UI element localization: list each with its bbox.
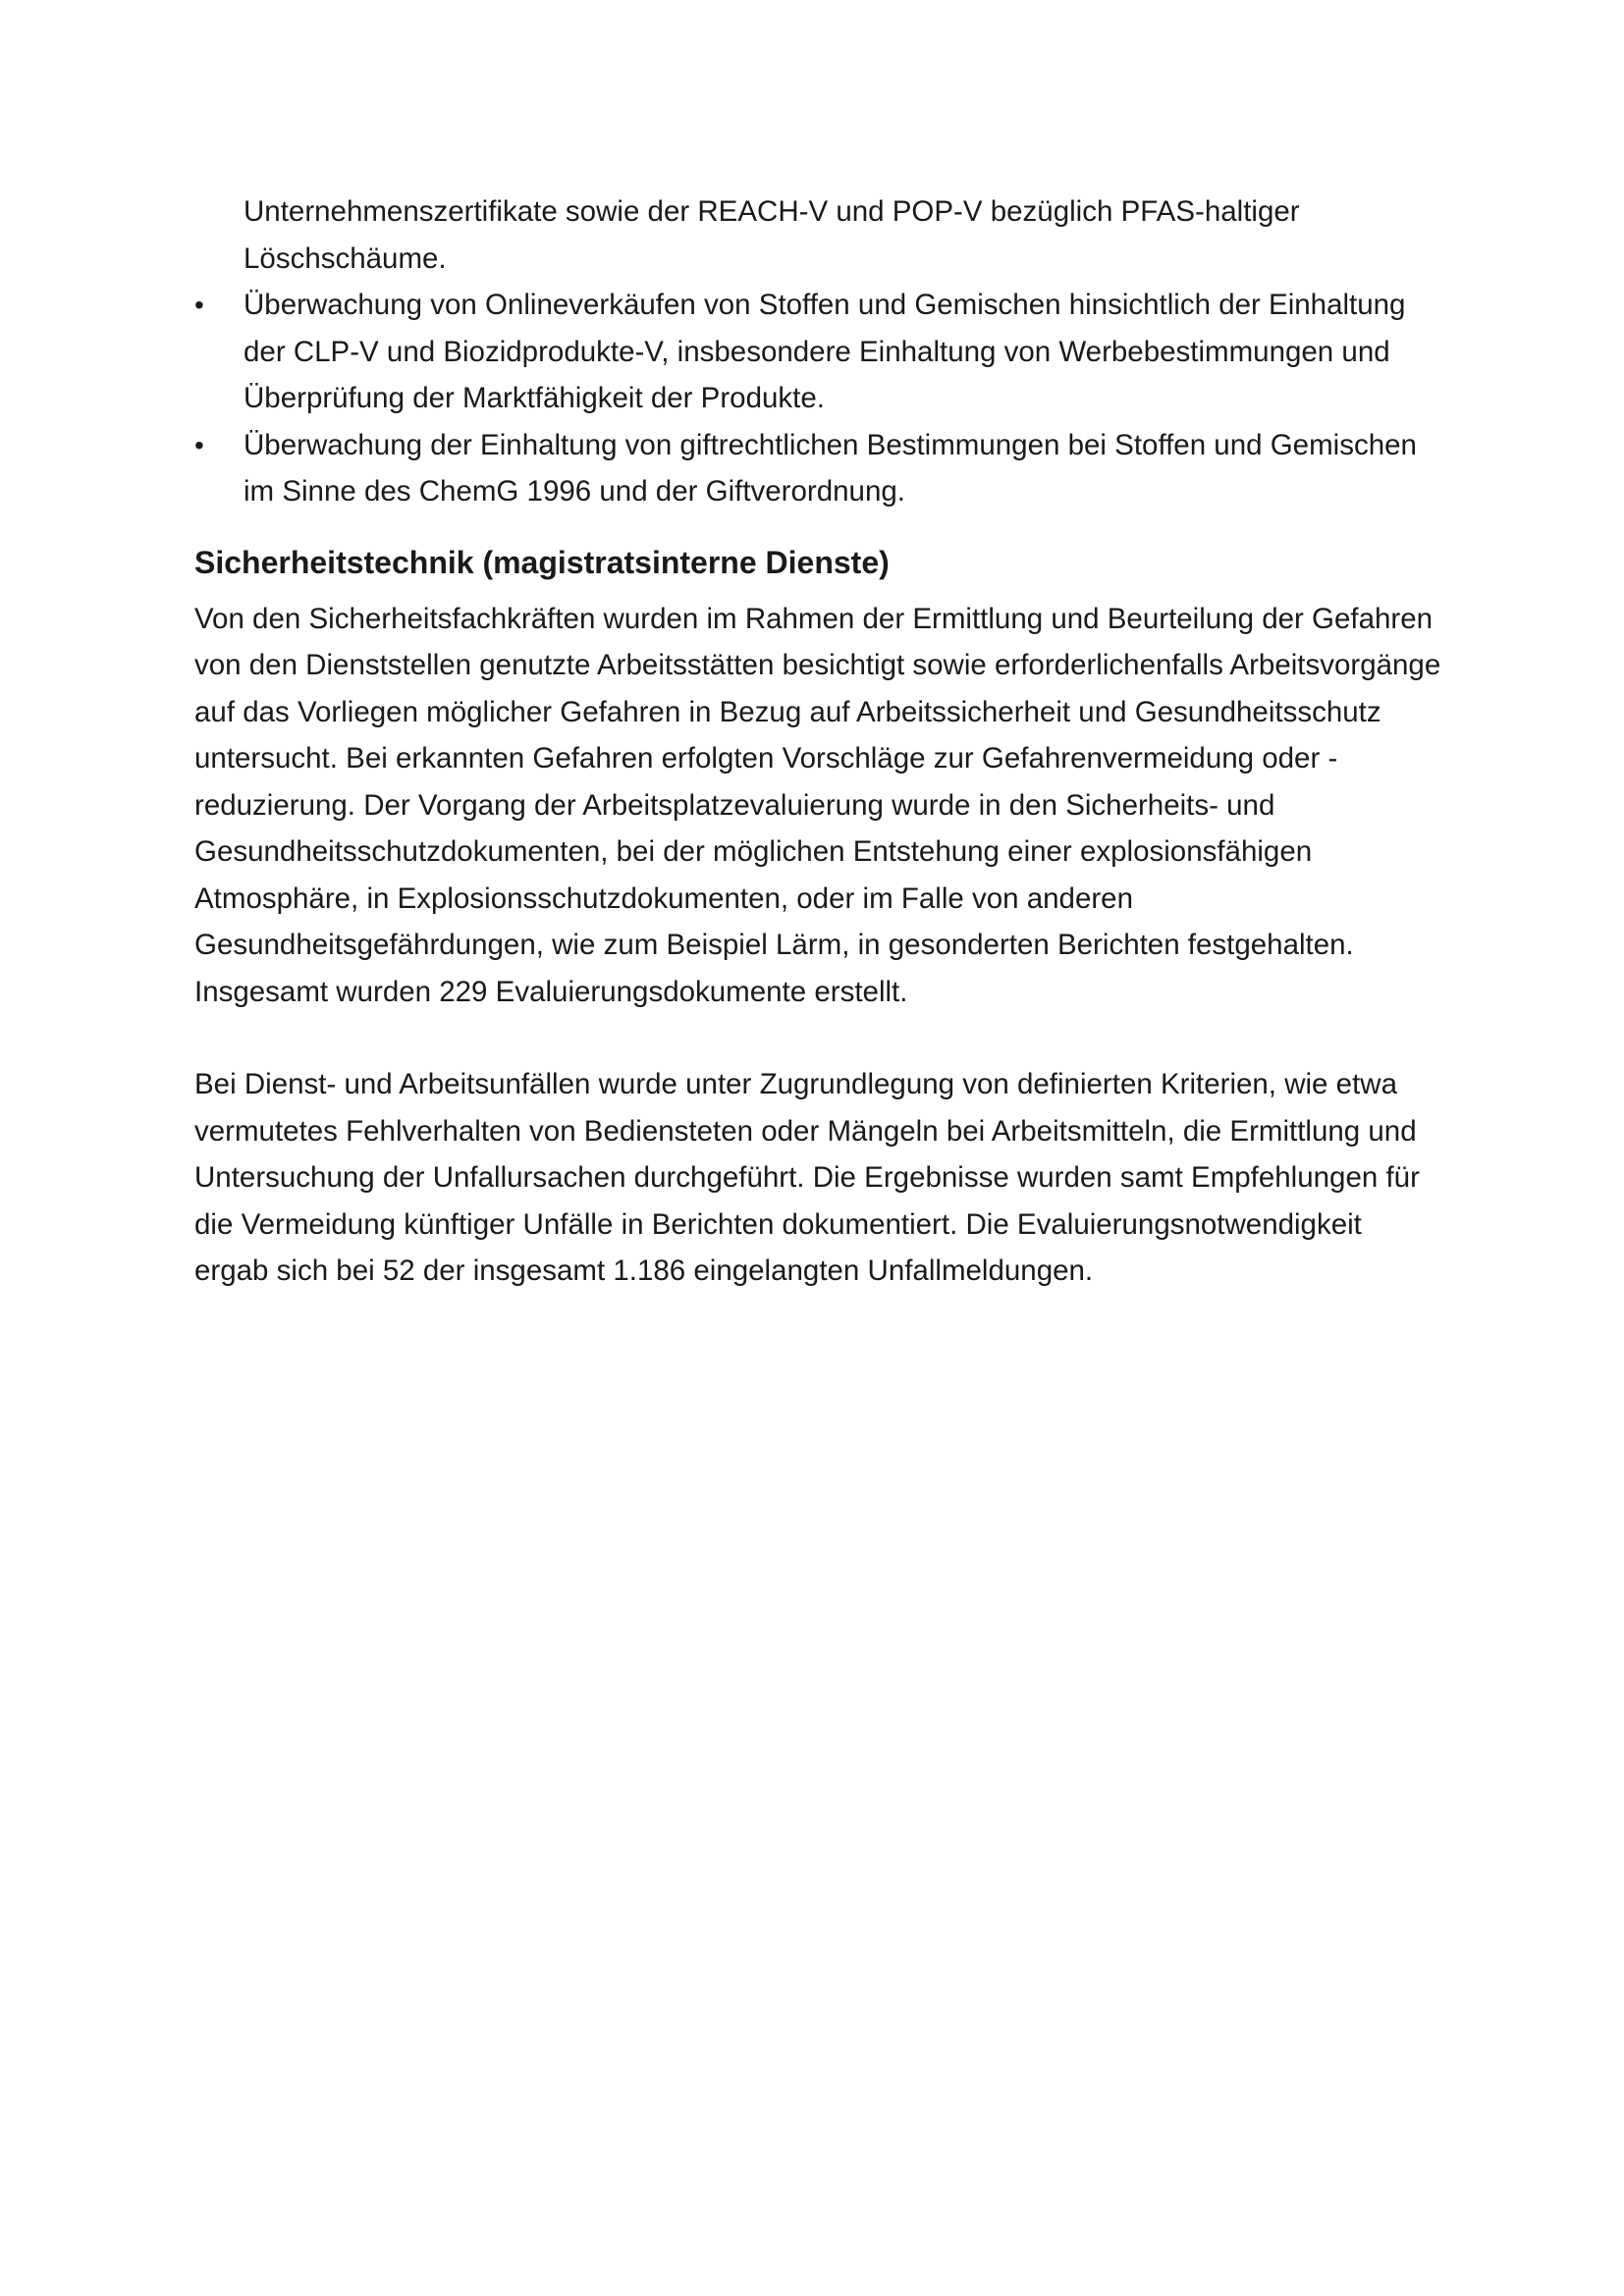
bullet-list	[194, 282, 1441, 515]
body-paragraph: Von den Sicherheitsfachkräften wurden im Rahmen der Ermittlung und Beurteilung der Gefahren von den Dienststellen genutzte Arbeitsstätten besichtigt sowie erforderlichenfalls Arbeitsvorgänge auf das Vorliegen möglicher Gefahren in Bezug auf Arbeitssicherheit und Gesundheitsschutz untersucht. Bei erkannten Gefahren erfolgten Vorschläge zur Gefahrenvermeidung oder -reduzierung. Der Vorgang der Arbeitsplatzevaluierung wurde in den Sicherheits- und Gesundheitsschutzdokumenten, bei der möglichen Entstehung einer explosionsfähigen Atmosphäre, in Explosionsschutzdokumenten, oder im Falle von anderen Gesundheitsgefährdungen, wie zum Beispiel Lärm, in gesonderten Berichten festgehalten. Insgesamt wurden 229 Evaluierungsdokumente erstellt.	[194, 602, 1441, 1008]
section-heading: Sicherheitstechnik (magistratsinterne Dienste)	[194, 544, 890, 580]
bullet-item	[194, 282, 1441, 422]
bullet-marker: •	[194, 429, 204, 460]
bullet-item-text: Überwachung von Onlineverkäufen von Stoffen und Gemischen hinsichtlich der Einhaltung der CLP-V und Biozidprodukte-V, insbesondere Einhaltung von Werbebestimmungen und Überprüfung der Marktfähigkeit der Produkte.	[244, 289, 1406, 414]
document-page	[194, 188, 1441, 1295]
list-continuation-text: Unternehmenszertifikate sowie der REACH-V und POP-V bezüglich PFAS-haltiger Löschschäume.	[244, 195, 1300, 275]
bullet-item-text: Überwachung der Einhaltung von giftrechtlichen Bestimmungen bei Stoffen und Gemischen im Sinne des ChemG 1996 und der Giftverordnung.	[244, 428, 1417, 507]
bullet-item	[194, 422, 1441, 515]
body-paragraph: Bei Dienst- und Arbeitsunfällen wurde unter Zugrundlegung von definierten Kriterien, wie etwa vermutetes Fehlverhalten von Bediensteten oder Mängeln bei Arbeitsmitteln, die Ermittlung und Untersuchung der Unfallursachen durchgeführt. Die Ergebnisse wurden samt Empfehlungen für die Vermeidung künftiger Unfälle in Berichten dokumentiert. Die Evaluierungsnotwendigkeit ergab sich bei 52 der insgesamt 1.186 eingelangten Unfallmeldungen.	[194, 1068, 1420, 1287]
bullet-marker: •	[194, 290, 204, 320]
